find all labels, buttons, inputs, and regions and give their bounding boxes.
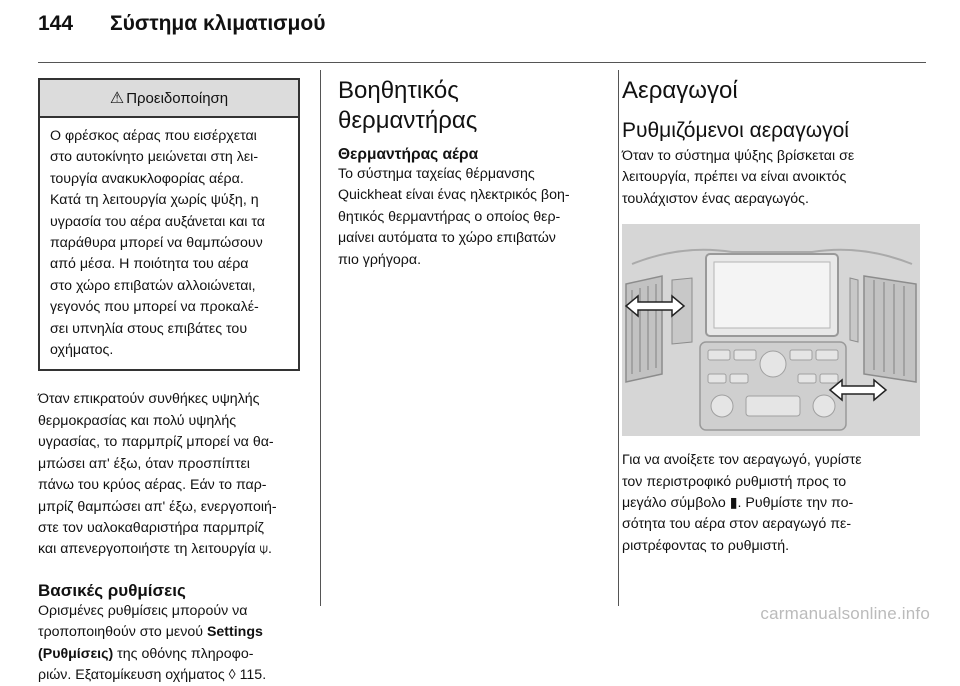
warning-header — [40, 80, 298, 118]
warning-line: Ο φρέσκος αέρας που εισέρχεται — [50, 128, 257, 144]
text-line: Για να ανοίξετε τον αεραγωγό, γυρίστε — [622, 452, 862, 469]
column-right — [622, 70, 918, 557]
warning-line: γεγονός που μπορεί να προκαλέ- — [50, 299, 259, 316]
text-fragment: μεγάλο σύμβολο — [622, 495, 726, 512]
column-divider — [320, 70, 321, 606]
text-line: μπώσει απ' έξω, όταν προσπίπτει — [38, 455, 250, 472]
watermark: carmanualsonline.info — [760, 604, 930, 623]
page-number: 144 — [38, 12, 74, 35]
header-rule — [38, 62, 926, 63]
text-fragment: . Ρυθμίστε την πο- — [737, 495, 854, 512]
page-title: Σύστημα κλιματισμού — [110, 12, 326, 35]
column-divider — [618, 70, 619, 606]
text-line — [622, 493, 918, 514]
text-line — [38, 665, 302, 686]
humidity-paragraph — [38, 389, 302, 560]
warning-line: στο αυτοκίνητο μειώνεται στη λει- — [50, 149, 259, 166]
text-line — [38, 644, 302, 665]
page-reference-icon: ◊ — [228, 666, 236, 683]
warning-line: από μέσα. Η ποιότητα του αέρα — [50, 256, 249, 273]
text-line: Quickheat είναι ένας ηλεκτρικός βοη- — [338, 187, 570, 204]
text-line: υγρασίας, το παρμπρίζ μπορεί να θα- — [38, 434, 274, 451]
warning-line: σει υπνηλία στους επιβάτες του — [50, 320, 248, 337]
text-line: και απενεργοποιήστε τη λειτουργία ⍦. — [38, 541, 272, 558]
text-line: πάνω του κρύος αέρας. Εάν το παρ- — [38, 477, 267, 494]
text-line: μπρίζ θαμπώσει απ' έξω, ενεργοποιή- — [38, 498, 277, 515]
wiper-icon: ⍦ — [259, 541, 268, 558]
warning-line: οχήματος. — [50, 342, 114, 359]
text-line: θερμοκρασίας και πολύ υψηλής — [38, 412, 237, 429]
basic-settings-heading: Βασικές ρυθμίσεις — [38, 580, 186, 600]
warning-line: υγρασία του αέρα αυξάνεται και τα — [50, 213, 265, 230]
text-line: στε τον υαλοκαθαριστήρα παρμπρίζ — [38, 519, 264, 536]
aux-heater-heading: Βοηθητικός θερμαντήρας — [338, 77, 478, 134]
text-line: θητικός θερμαντήρας ο οποίος θερ- — [338, 208, 561, 225]
large-airflow-symbol-icon: ▮ — [729, 495, 738, 512]
column-left — [38, 70, 302, 686]
text-line: Ορισμένες ρυθμίσεις μπορούν να — [38, 602, 248, 619]
warning-line: στο χώρο επιβατών αλλοιώνεται, — [50, 277, 256, 294]
text-line: Όταν επικρατούν συνθήκες υψηλής — [38, 391, 260, 408]
text-line: πιο γρήγορα. — [338, 251, 422, 268]
warning-box — [38, 78, 300, 371]
text-line: μαίνει αυτόματα το χώρο επιβατών — [338, 230, 556, 247]
text-line: λειτουργία, πρέπει να είναι ανοικτός — [622, 169, 847, 186]
text-line — [38, 622, 302, 643]
air-heater-subheading: Θερμαντήρας αέρα — [338, 146, 479, 163]
dashboard-illustration-svg — [622, 224, 920, 436]
text-line: Το σύστημα ταχείας θέρμανσης — [338, 166, 535, 182]
text-line: τουλάχιστον ένας αεραγωγός. — [622, 190, 809, 207]
adjustable-vents-heading: Ρυθμιζόμενοι αεραγωγοί — [622, 119, 849, 142]
text-fragment: τροποποιηθούν στο μενού — [38, 624, 203, 641]
warning-line: τουργία ανακυκλοφορίας αέρα. — [50, 170, 244, 187]
text-line: σότητα του αέρα στον αεραγωγό πε- — [622, 516, 852, 533]
air-vents-heading: Αεραγωγοί — [622, 77, 738, 104]
page-header — [38, 0, 926, 48]
column-middle — [338, 70, 604, 271]
warning-text — [40, 118, 298, 369]
text-fragment: της οθόνης πληροφο- — [117, 645, 254, 662]
dashboard-vents-illustration — [622, 224, 920, 436]
text-fragment: και απενεργοποιήστε τη λειτουργία — [38, 541, 256, 558]
text-line: Όταν το σύστημα ψύξης βρίσκεται σε — [622, 148, 855, 164]
warning-line: Κατά τη λειτουργία χωρίς ψύξη, η — [50, 192, 259, 209]
text-line: τον περιστροφικό ρυθμιστή προς το — [622, 473, 847, 490]
warning-title: Προειδοποίηση — [126, 89, 229, 107]
warning-triangle-icon: ⚠ — [109, 90, 125, 107]
warning-line: παράθυρα μπορεί να θαμπώσουν — [50, 235, 263, 252]
page-reference[interactable]: 115. — [239, 666, 267, 683]
text-fragment: ριών. Εξατομίκευση οχήματος — [38, 666, 225, 683]
settings-translation: (Ρυθμίσεις) — [38, 645, 114, 662]
settings-menu-label: Settings — [206, 624, 263, 641]
text-line: ριστρέφοντας το ρυθμιστή. — [622, 537, 790, 554]
